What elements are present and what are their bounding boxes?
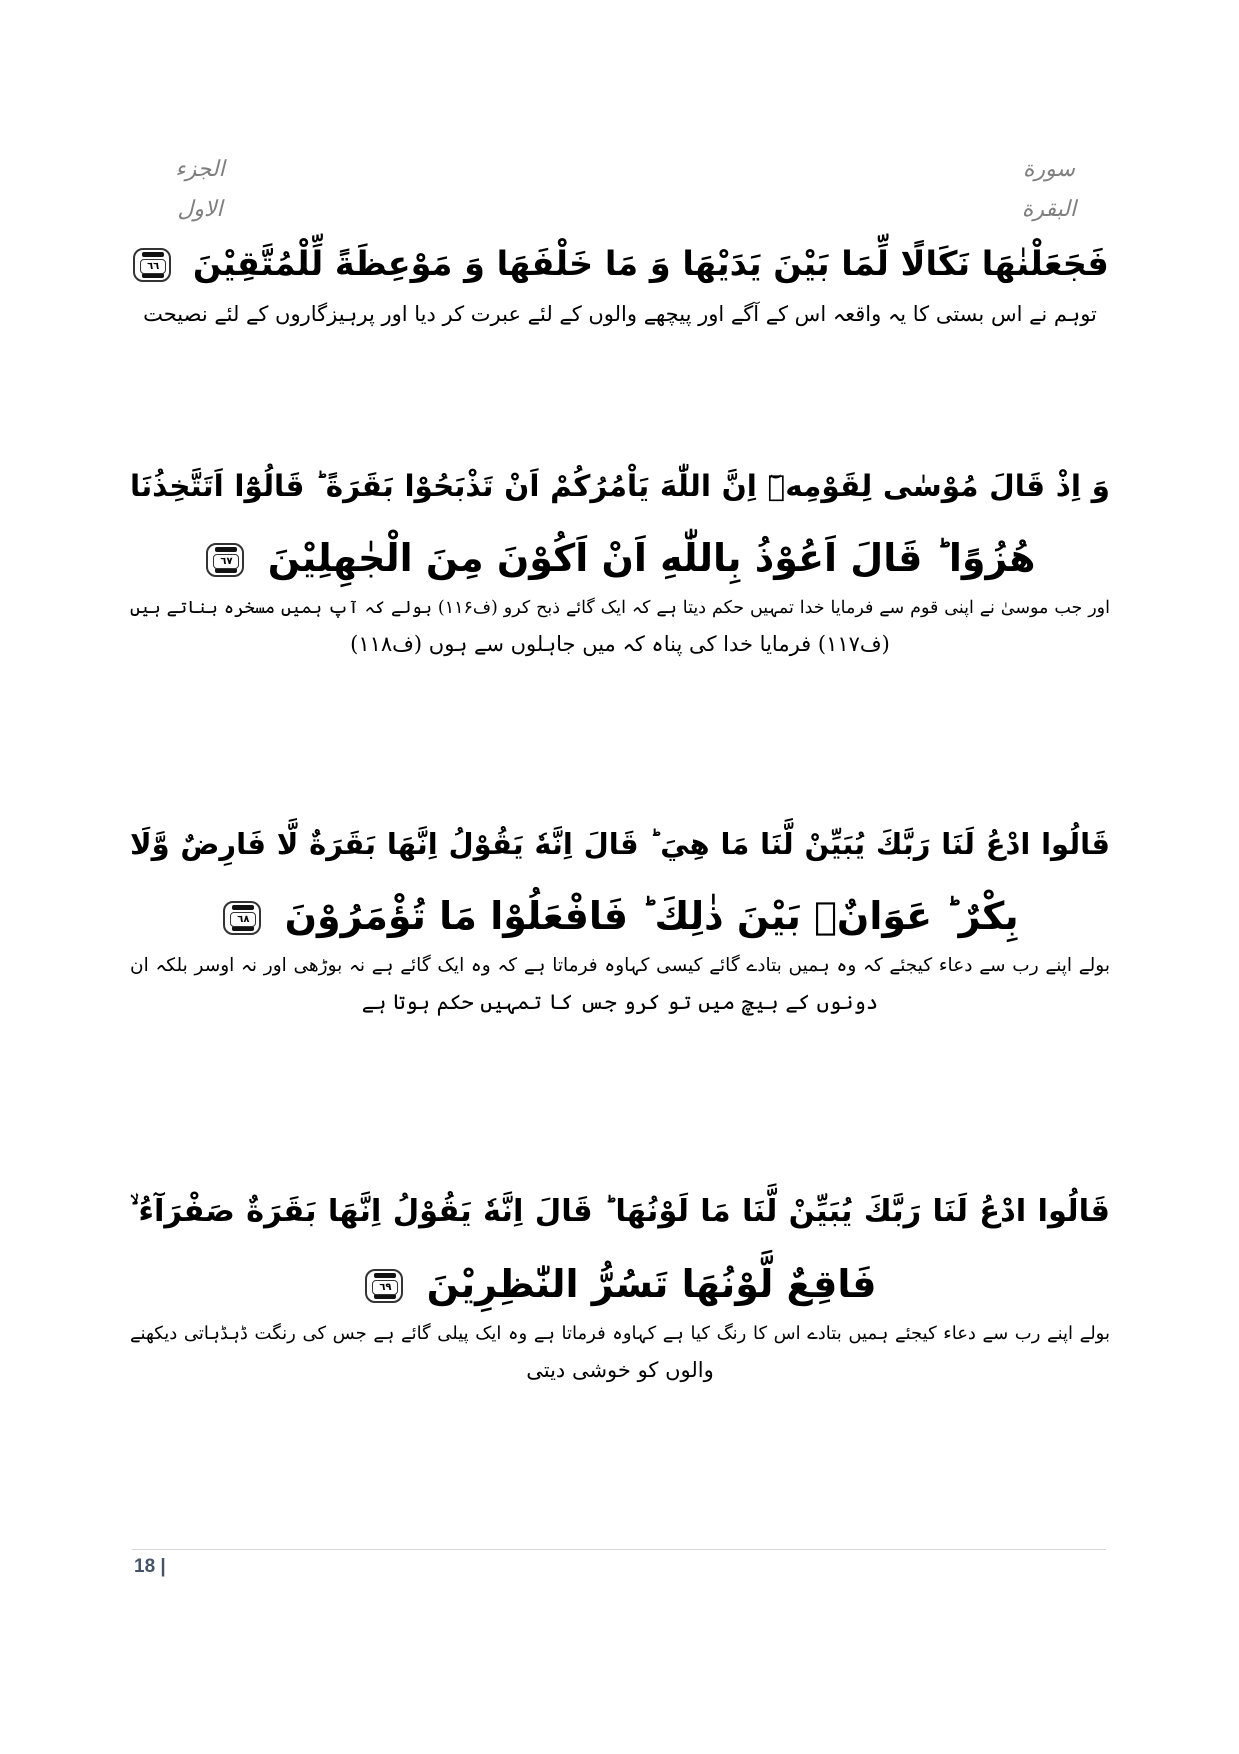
footer-divider	[132, 1549, 1106, 1550]
arabic-verse-line: فَاقِعٌ لَّوْنُهَا تَسُرُّ النّٰظِرِيْنَ ٦٩	[130, 1252, 1110, 1316]
urdu-translation-line: بولے اپنے رب سے دعاء کیجئے ہمیں بتادے اس کا رنگ کیا ہے کہاوہ فرماتا ہے وہ ایک پیلی گائے ہے جس کی رنگت ڈہڈہاتی دیکھنے	[130, 1323, 1110, 1344]
verse-end-marker-icon	[221, 899, 265, 939]
verse-67	[130, 454, 1110, 662]
verse-number: ٦٩	[372, 1280, 398, 1295]
verse-69	[130, 1180, 1110, 1388]
urdu-translation-line: دونوں کے بیچ میں تو کرو جس کا تمہیں حکم ہوتا ہے	[361, 990, 879, 1014]
verse-end-marker-icon	[204, 541, 248, 581]
arabic-verse-line: قَالُوا ادْعُ لَنَا رَبَّكَ يُبَيِّنْ لَّنَا مَا لَوْنُهَا ؕ قَالَ اِنَّهٗ يَقُوْلُ اِنَّهَا بَقَرَةٌ صَفْرَآءُ ۙ	[130, 1194, 1110, 1229]
surah-title-calligraphy: سورة البقرة	[1021, 157, 1077, 222]
verse-number: ٦٧	[213, 554, 239, 569]
verse-number: ٦٦	[140, 259, 166, 274]
arabic-verse-line: هُزُوًا ؕ قَالَ اَعُوْذُ بِاللّٰهِ اَنْ اَكُوْنَ مِنَ الْجٰهِلِيْنَ ٦٧	[130, 526, 1110, 590]
urdu-translation-line: (ف۱۱۷) فرمایا خدا کی پناہ کہ میں جاہلوں سے ہوں (ف۱۱۸)	[350, 632, 890, 656]
arabic-verse-line: بِكْرٌ ؕ عَوَانٌۢ بَيْنَ ذٰلِكَ ؕ فَافْعَلُوْا مَا تُؤْمَرُوْنَ ٦٨	[130, 884, 1110, 948]
urdu-translation-line: توہم نے اس بستی کا یہ واقعہ اس کے آگے اور پیچھے والوں کے لئے عبرت کر دیا اور پرہیزگاروں کے لئے نصیحت	[143, 302, 1097, 326]
verse-66	[130, 232, 1110, 332]
verse-end-marker-icon	[131, 246, 175, 286]
page-number: 18 |	[134, 1556, 166, 1577]
urdu-translation-line: اور جب موسیٰ نے اپنی قوم سے فرمایا خدا تمہیں حکم دیتا ہے کہ ایک گائے ذبح کرو (ف۱۱۶) بولے کہ آپ ہمیں مسخرہ بناتے ہیں	[130, 598, 1110, 618]
urdu-translation-line: والوں کو خوشی دیتی	[526, 1358, 714, 1382]
arabic-verse-line: قَالُوا ادْعُ لَنَا رَبَّكَ يُبَيِّنْ لَّنَا مَا هِيَ ؕ قَالَ اِنَّهٗ يَقُوْلُ اِنَّهَا بَقَرَةٌ لَّا فَارِضٌ وَّلَا	[130, 827, 1110, 861]
juz-title-calligraphy: الجزء الاول	[175, 157, 225, 222]
urdu-translation-line: بولے اپنے رب سے دعاء کیجئے کہ وہ ہمیں بتادے گائے کیسی کہاوہ فرماتا ہے کہ وہ ایک گائے ہے نہ بوڑھی اور نہ اوسر بلکہ ان	[130, 955, 1110, 976]
arabic-verse-line: وَ اِذْ قَالَ مُوْسٰى لِقَوْمِهٖٓ اِنَّ اللّٰهَ يَاْمُرُكُمْ اَنْ تَذْبَحُوْا بَقَرَةً ؕ قَالُوْٓا اَتَتَّخِذُنَا	[130, 469, 1110, 503]
verse-68	[130, 812, 1110, 1020]
verse-number: ٦٨	[230, 912, 256, 927]
verse-end-marker-icon	[363, 1267, 407, 1307]
arabic-verse-line: فَجَعَلْنٰهَا نَكَالًا لِّمَا بَيْنَ يَدَيْهَا وَ مَا خَلْفَهَا وَ مَوْعِظَةً لِّلْمُتَّقِيْنَ ٦٦	[130, 232, 1110, 296]
